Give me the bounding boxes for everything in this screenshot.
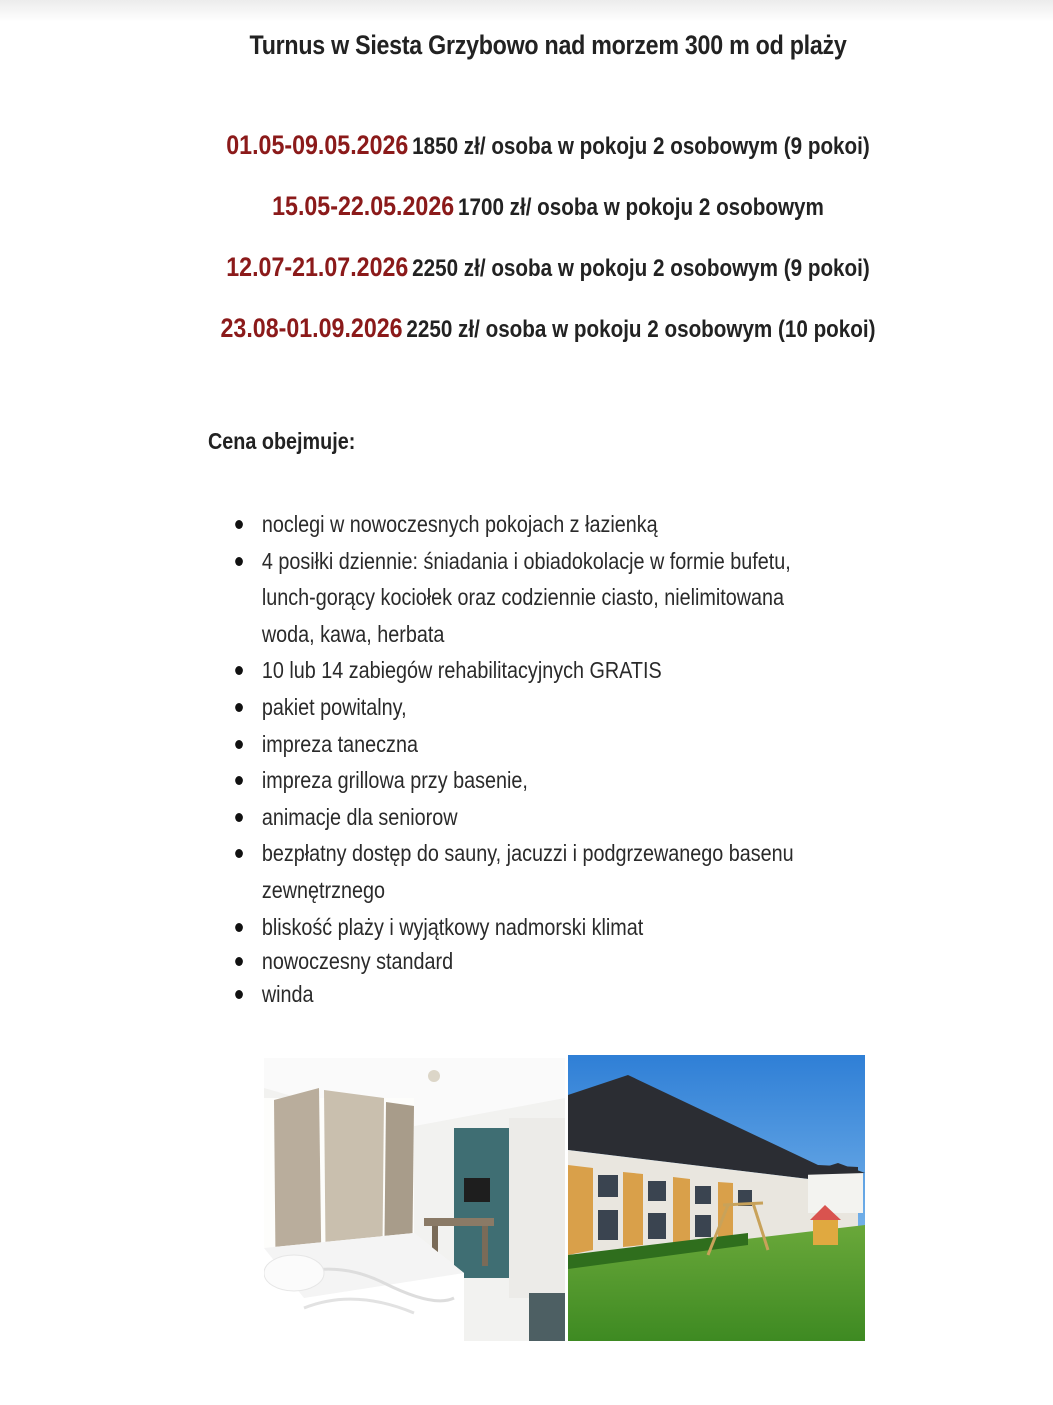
bullet-icon — [235, 990, 243, 999]
offer-dates: 23.08-01.09.2026 — [220, 313, 403, 343]
offer-description: 2250 zł/ osoba w pokoju 2 osobowym (9 pokoi) — [412, 255, 870, 282]
list-item — [230, 506, 832, 543]
page-title: Turnus w Siesta Grzybowo nad morzem 300 m od plaży — [249, 30, 847, 60]
offer-dates: 12.07-21.07.2026 — [226, 252, 409, 282]
list-item-text: bezpłatny dostęp do sauny, jacuzzi i podgrzewanego basenu zewnętrznego — [261, 840, 794, 903]
offer-description: 1700 zł/ osoba w pokoju 2 osobowym — [458, 194, 824, 221]
list-item-text: nowoczesny standard — [261, 948, 454, 975]
offer-line — [77, 252, 1020, 283]
bullet-icon — [235, 776, 243, 785]
bullet-icon — [235, 957, 243, 966]
list-item — [230, 799, 832, 836]
bullet-icon — [235, 557, 243, 566]
list-item — [230, 726, 832, 763]
list-item — [230, 543, 832, 653]
bullet-icon — [235, 703, 243, 712]
offer-dates: 01.05-09.05.2026 — [226, 130, 409, 160]
building-photo — [568, 1055, 865, 1341]
bullet-icon — [235, 666, 243, 675]
list-item — [230, 689, 832, 726]
bullet-icon — [235, 740, 243, 749]
list-item-text: bliskość plaży i wyjątkowy nadmorski klimat — [261, 913, 644, 940]
list-item — [230, 978, 832, 1011]
includes-heading: Cena obejmuje: — [208, 428, 356, 454]
list-item — [230, 909, 832, 946]
list-item-text: noclegi w nowoczesnych pokojach z łazienką — [261, 511, 658, 537]
list-item-text: impreza taneczna — [261, 730, 418, 757]
list-item-text: winda — [261, 981, 314, 1008]
room-photo — [264, 1058, 565, 1341]
bullet-icon — [235, 520, 243, 529]
offer-description: 2250 zł/ osoba w pokoju 2 osobowym (10 pokoi) — [406, 316, 876, 343]
list-item — [230, 835, 832, 908]
bullet-icon — [235, 923, 243, 932]
list-item-text: pakiet powitalny, — [261, 693, 407, 720]
list-item — [230, 945, 832, 978]
list-item-text: 10 lub 14 zabiegów rehabilitacyjnych GRATIS — [261, 657, 662, 684]
offer-dates: 15.05-22.05.2026 — [272, 191, 455, 221]
list-item — [230, 762, 832, 799]
list-item-text: 4 posiłki dziennie: śniadania i obiadokolacje w formie bufetu, lunch-gorący kociołek oraz codziennie ciasto, nielimitowana woda, kawa, herbata — [261, 547, 791, 647]
list-item — [230, 652, 832, 689]
bullet-icon — [235, 813, 243, 822]
offer-line — [77, 191, 1020, 222]
list-item-text: animacje dla seniorow — [261, 803, 458, 830]
offer-line — [77, 313, 1020, 344]
bullet-icon — [235, 849, 243, 858]
includes-list — [230, 506, 832, 1011]
offer-description: 1850 zł/ osoba w pokoju 2 osobowym (9 pokoi) — [412, 133, 870, 160]
offer-line — [77, 130, 1020, 161]
building-illustration — [568, 1055, 865, 1341]
top-shade — [0, 0, 1053, 22]
list-item-text: impreza grillowa przy basenie, — [261, 767, 528, 794]
room-illustration — [264, 1058, 565, 1341]
